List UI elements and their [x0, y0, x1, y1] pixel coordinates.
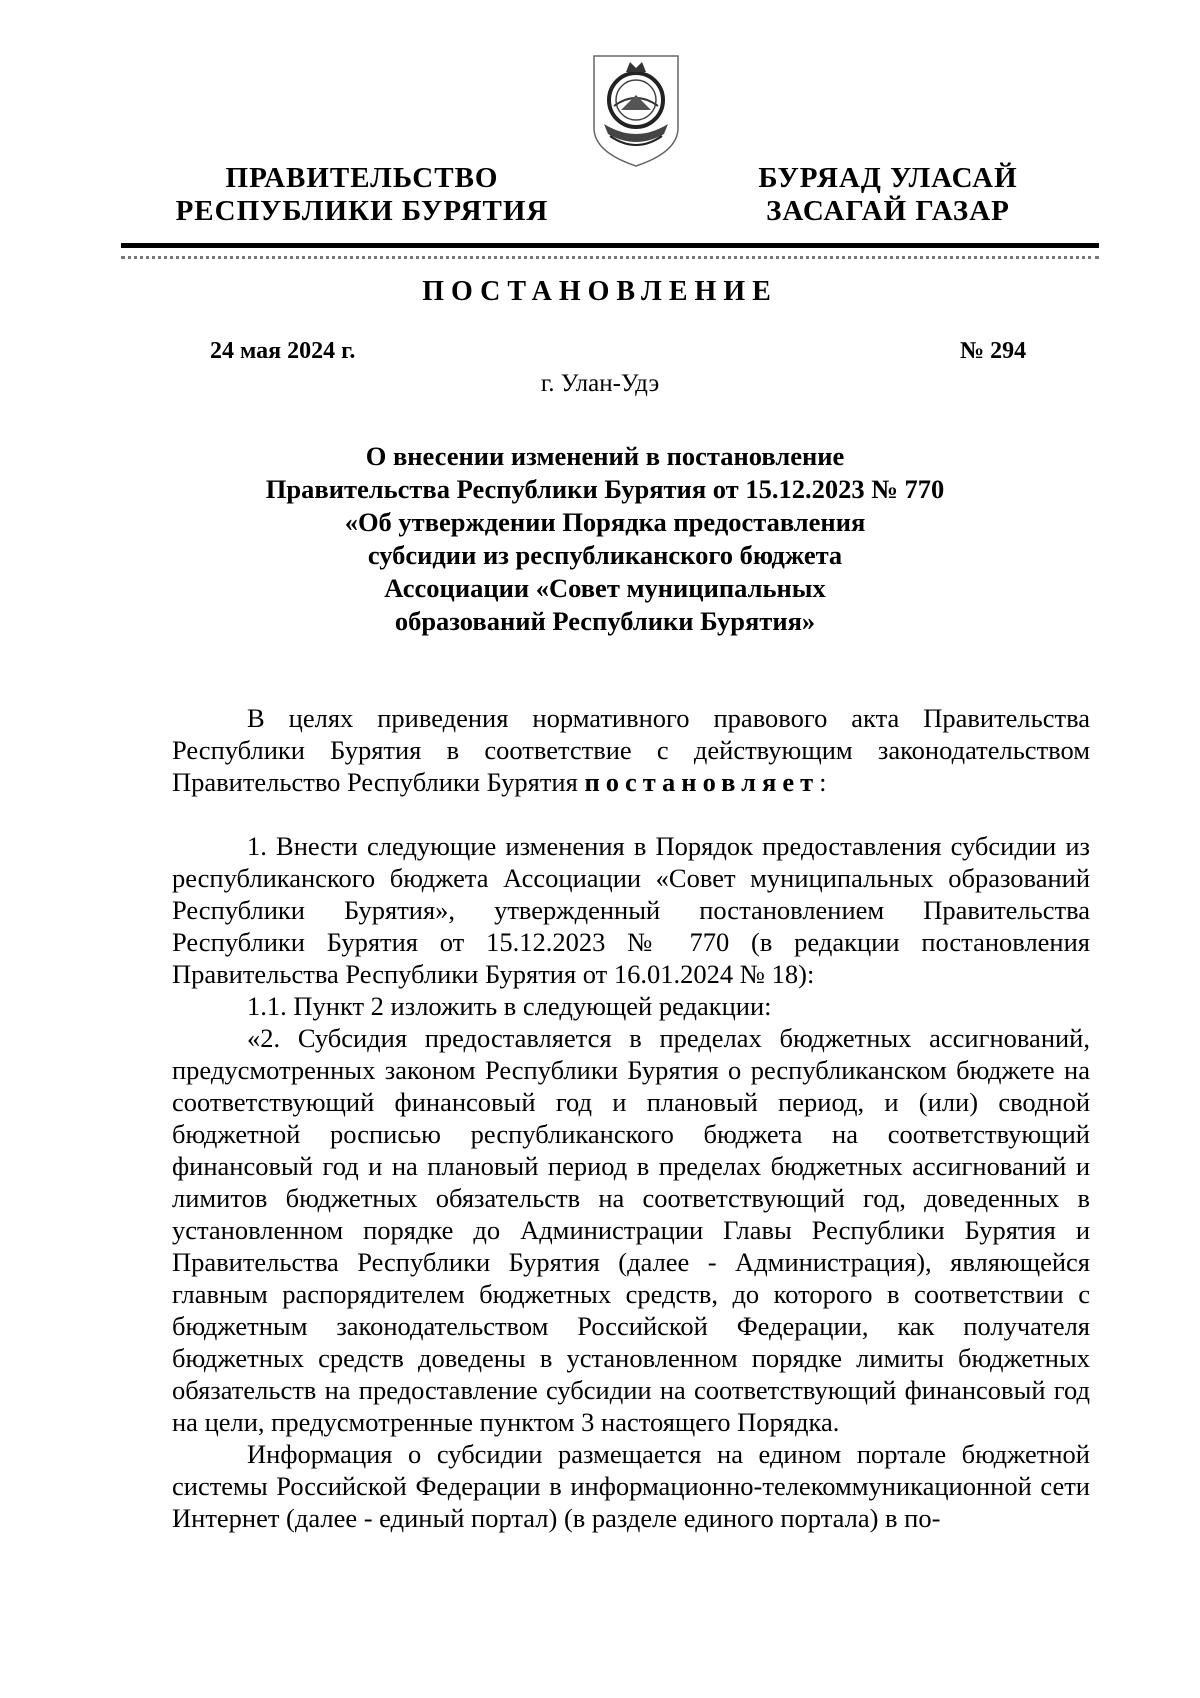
document-number: № 294 — [960, 338, 1027, 364]
document-type: ПОСТАНОВЛЕНИЕ — [422, 276, 778, 307]
preamble-colon: : — [819, 767, 827, 797]
coat-of-arms-icon — [588, 50, 684, 170]
title-line: Правительства Республики Бурятия от 15.12.2023 № 770 — [265, 474, 945, 504]
org-name-line: ПРАВИТЕЛЬСТВО — [225, 162, 499, 194]
header-divider-thick — [121, 243, 1099, 248]
decree-word: постановляет — [584, 767, 820, 797]
org-name-line: БУРЯАД УЛАСАЙ — [758, 162, 1018, 194]
document-date: 24 мая 2024 г. — [210, 338, 356, 364]
header-divider-thin — [121, 256, 1099, 259]
document-city: г. Улан-Удэ — [540, 370, 660, 397]
document-title — [220, 440, 990, 638]
body-paragraph: «2. Субсидия предоставляется в пределах бюджетных ассигнований, предусмотренных законом Республики Бурятия о республиканском бюджете на соответствующий финансовый год и плановый период, и (или) сводной бюджетной росписью республиканского бюджета на соответствующий финансовый год и на плановый период в пределах бюджетных ассигнований и лимитов бюджетных обязательств на соответствующий год, доведенных в установленном порядке до Администрации Главы Республики Бурятия и Правительства Республики Бурятия (далее - Администрация), являющейся главным распорядителем бюджетных средств, до которого в соответствии с бюджетным законодательством Российской Федерации, как получателя бюджетных средств доведены в установленном порядке лимиты бюджетных обязательств на предоставление субсидии на соответствующий финансовый год на цели, предусмотренные пунктом 3 настоящего Порядка. — [172, 1023, 1090, 1437]
org-name-buryat — [738, 162, 1038, 228]
title-line: субсидии из республиканского бюджета — [367, 540, 843, 570]
preamble-paragraph — [172, 702, 1090, 798]
org-name-line: РЕСПУБЛИКИ БУРЯТИЯ — [175, 195, 549, 227]
title-line: образований Республики Бурятия» — [394, 606, 816, 636]
title-line: Ассоциации «Совет муниципальных — [384, 573, 826, 603]
org-name-line: ЗАСАГАЙ ГАЗАР — [766, 195, 1010, 227]
title-line: О внесении изменений в постановление — [365, 441, 845, 471]
document-body — [172, 702, 1090, 1534]
body-paragraph: 1. Внести следующие изменения в Порядок предоставления субсидии из республиканского бюджета Ассоциации «Совет муниципальных образований Республики Бурятия», утвержденный постановлением Правительства Республики Бурятия от 15.12.2023 № 770 (в редакции постановления Правительства Республики Бурятия от 16.01.2024 № 18): — [172, 831, 1090, 989]
body-paragraph: Информация о субсидии размещается на едином портале бюджетной системы Российской Федерации в информационно-телекоммуникационной сети Интернет (далее - единый портал) (в разделе единого портала) в по- — [172, 1439, 1090, 1533]
preamble-text: В целях приведения нормативного правового акта Правительства Республики Бурятия в соответствие с действующим законодательством Правительство Республики Бурятия — [172, 703, 1090, 797]
body-paragraph: 1.1. Пункт 2 изложить в следующей редакции: — [247, 991, 772, 1021]
title-line: «Об утверждении Порядка предоставления — [344, 507, 866, 537]
org-name-russian — [172, 162, 552, 228]
